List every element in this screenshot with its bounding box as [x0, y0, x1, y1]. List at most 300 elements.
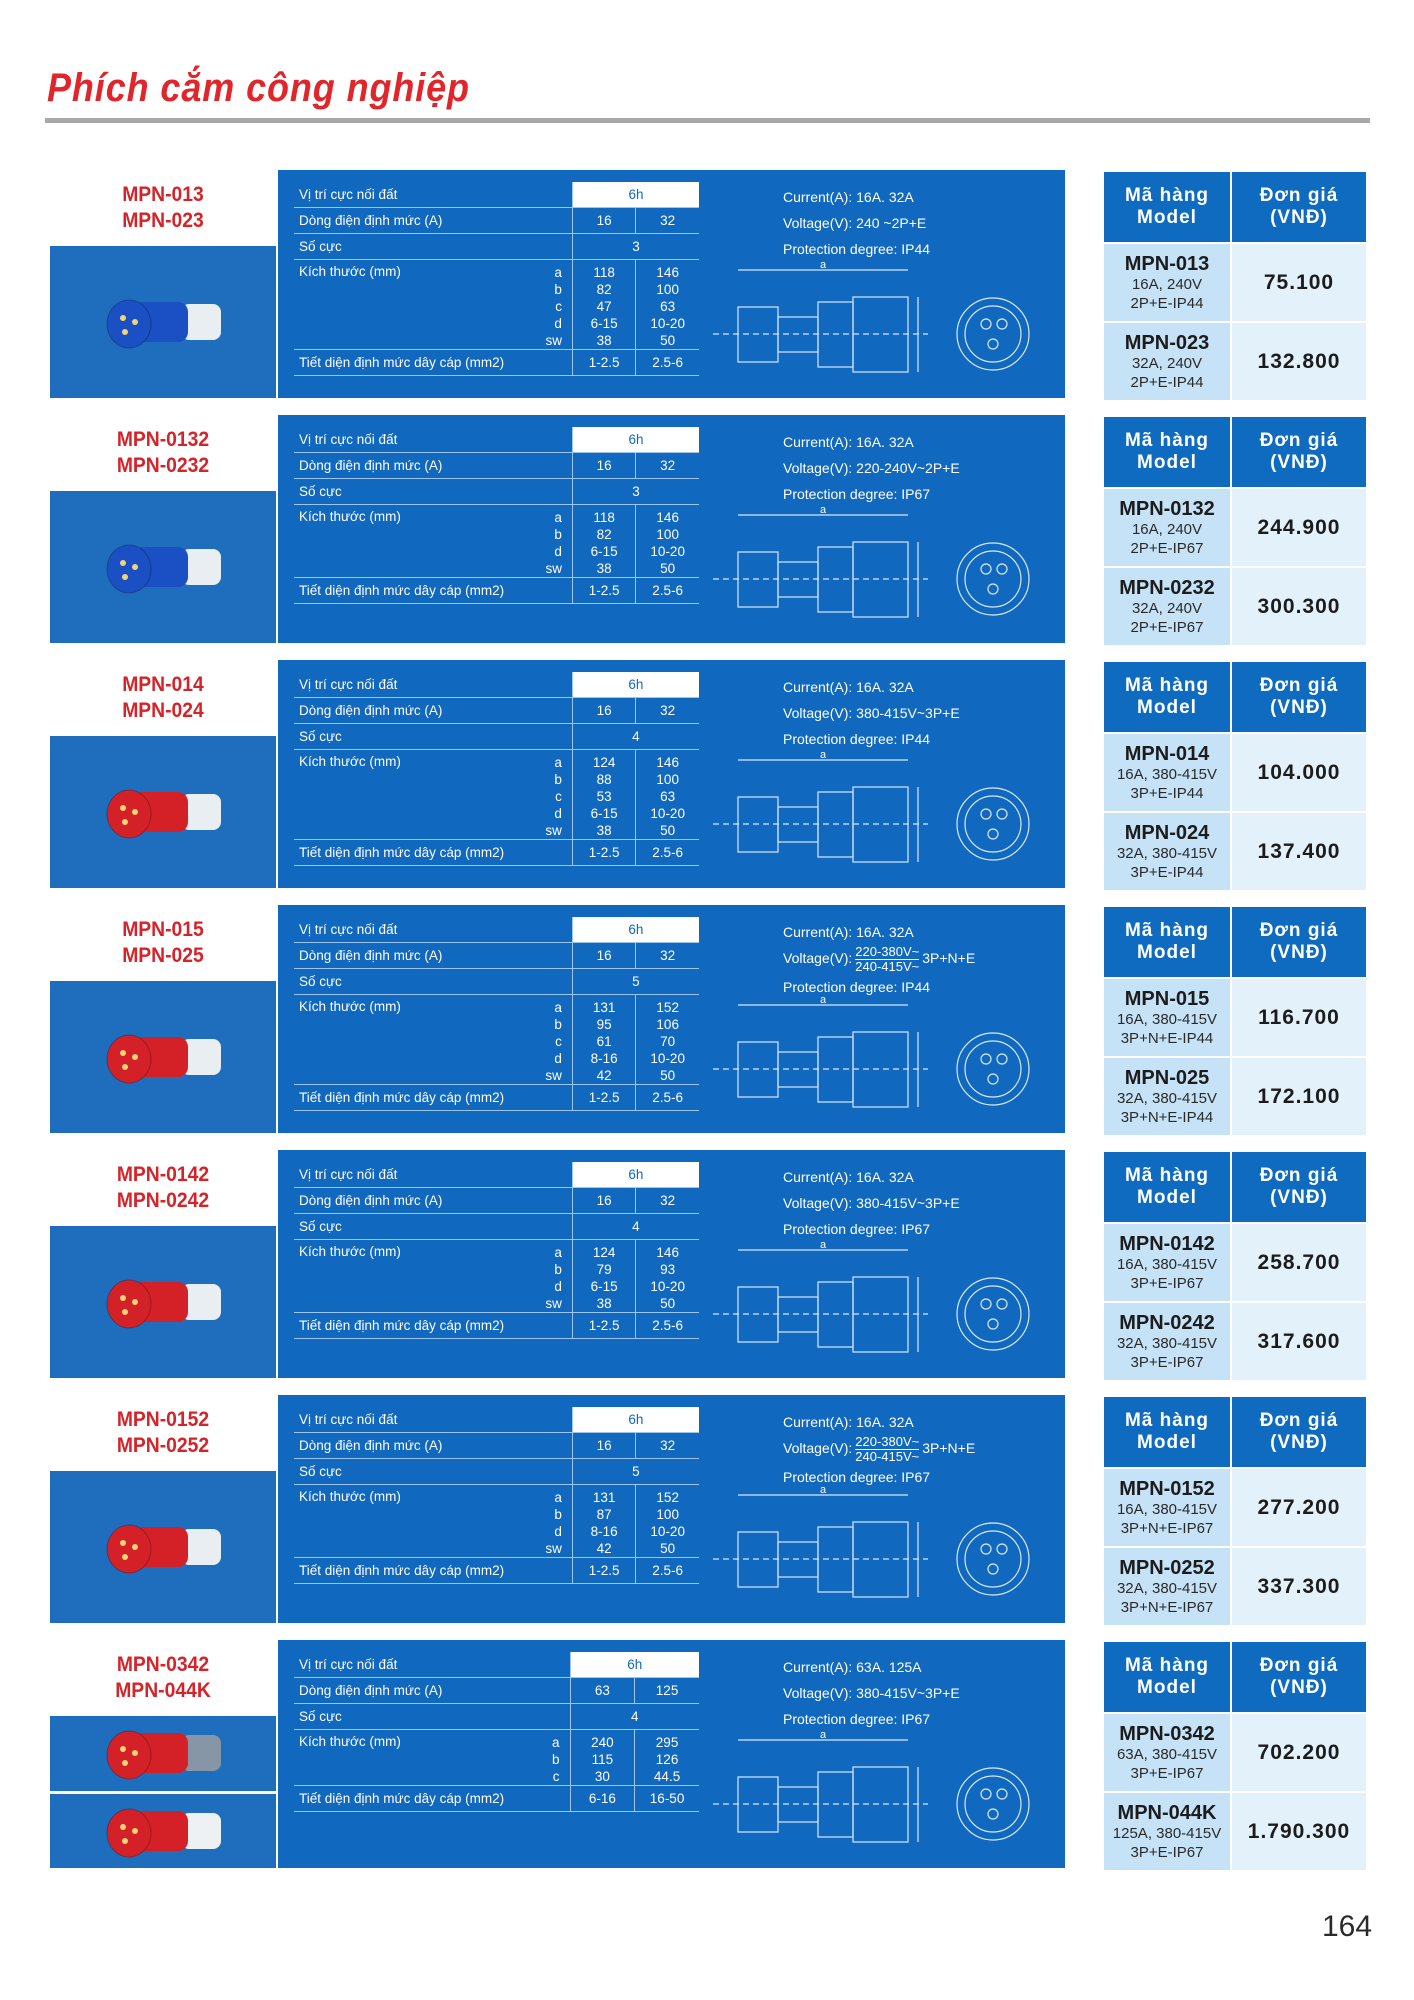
spec-row-ground: [294, 427, 699, 453]
voltage-fraction: $\frac{220-380V\sim}{240-415V\sim}$: [855, 1434, 920, 1464]
voltage-text: Voltage(V): 380-415V~3P+E: [783, 1195, 960, 1211]
plug-icon: [93, 1262, 233, 1342]
price-model-code: MPN-044K: [1117, 1801, 1217, 1824]
dimension-values-16a: 131 95 61 8-16 42: [572, 995, 636, 1085]
price-value: 75.100: [1232, 244, 1366, 321]
price-model-desc: 3P+N+E-IP44: [1120, 1029, 1214, 1047]
price-model-cell: [1104, 244, 1230, 321]
spec-label: Dòng điện định mức (A): [294, 698, 541, 724]
price-row: [1104, 813, 1366, 890]
model-code: MPN-014: [122, 673, 204, 696]
voltage-text: Voltage(V): $\frac{220-380V\sim}{240-415V\sim}$ 3P+N+E: [783, 944, 976, 974]
product-section: [50, 660, 1370, 888]
protection-text: Protection degree: IP44: [783, 731, 931, 747]
spec-label: Số cực: [294, 234, 541, 260]
price-value: 116.700: [1232, 979, 1366, 1056]
dimension-drawing-icon: [708, 997, 1048, 1117]
spec-row-cable: [294, 1313, 699, 1339]
price-model-code: MPN-015: [1124, 987, 1210, 1010]
price-model-code: MPN-0252: [1119, 1556, 1215, 1579]
dimension-letters: a b d sw: [541, 1485, 572, 1558]
price-header-model: Mã hàng Model: [1104, 1397, 1230, 1467]
price-model-desc: 32A, 380-415V: [1116, 1089, 1218, 1107]
price-model-code: MPN-0142: [1119, 1232, 1215, 1255]
current-text: Current(A): 16A. 32A: [783, 434, 914, 450]
price-value: 137.400: [1232, 813, 1366, 890]
spec-label: Tiết diện định mức dây cáp (mm2): [294, 840, 541, 866]
model-code: MPN-0152: [116, 1408, 210, 1431]
spec-table: [294, 1407, 699, 1584]
plug-icon: [93, 527, 233, 607]
spec-value: 4: [570, 1704, 699, 1730]
model-code: MPN-013: [122, 183, 204, 206]
price-row: [1104, 1469, 1366, 1546]
spec-table: [294, 427, 699, 604]
spec-label: Kích thước (mm): [294, 1240, 541, 1313]
spec-value: 32: [636, 208, 699, 234]
price-model-desc: 32A, 380-415V: [1116, 1579, 1218, 1597]
spec-label: Tiết diện định mức dây cáp (mm2): [294, 1786, 548, 1812]
spec-label: Kích thước (mm): [294, 1485, 541, 1558]
model-code: MPN-0242: [116, 1189, 210, 1212]
price-row: [1104, 734, 1366, 811]
product-section: [50, 170, 1370, 398]
price-header-model: Mã hàng Model: [1104, 1642, 1230, 1712]
price-model-cell: [1104, 979, 1230, 1056]
protection-text: Protection degree: IP44: [783, 979, 931, 995]
product-section: [50, 415, 1370, 643]
price-row: [1104, 244, 1366, 321]
spec-value: 1-2.5: [572, 350, 635, 376]
spec-row-current: [294, 1678, 699, 1704]
price-value: 1.790.300: [1232, 1793, 1366, 1870]
price-model-cell: [1104, 734, 1230, 811]
spec-row-dimensions: [294, 995, 699, 1085]
dimension-letters: a b c: [548, 1730, 570, 1786]
price-model-desc: 3P+E-IP67: [1130, 1764, 1204, 1782]
spec-value: 1-2.5: [572, 578, 635, 604]
price-model-desc: 2P+E-IP67: [1130, 618, 1204, 636]
spec-value: 63: [570, 1678, 635, 1704]
spec-label: Vị trí cực nối đất: [294, 182, 541, 208]
price-model-code: MPN-0132: [1119, 497, 1215, 520]
product-photo-bottom: [50, 1794, 276, 1869]
model-code: MPN-044K: [115, 1679, 211, 1702]
svg-text:a: a: [820, 997, 827, 1006]
spec-value: 6h: [572, 427, 699, 453]
price-model-desc: 32A, 240V: [1131, 599, 1203, 617]
price-row: [1104, 1793, 1366, 1870]
dimension-drawing-icon: [708, 1242, 1048, 1362]
price-model-cell: [1104, 489, 1230, 566]
price-table: [1102, 1640, 1368, 1872]
spec-value: 32: [636, 943, 699, 969]
price-row: [1104, 489, 1366, 566]
price-header-model: Mã hàng Model: [1104, 907, 1230, 977]
svg-text:a: a: [820, 752, 827, 761]
dimension-letters: a b d sw: [541, 1240, 572, 1313]
price-row: [1104, 1058, 1366, 1135]
price-row: [1104, 1303, 1366, 1380]
spec-label: Dòng điện định mức (A): [294, 1678, 548, 1704]
spec-label: Vị trí cực nối đất: [294, 1407, 541, 1433]
spec-label: Kích thước (mm): [294, 1730, 548, 1786]
spec-label: Tiết diện định mức dây cáp (mm2): [294, 1558, 541, 1584]
svg-text:a: a: [820, 1732, 827, 1741]
spec-row-poles: [294, 1214, 699, 1240]
model-codes: [50, 1150, 276, 1222]
page-number: 164: [1322, 1910, 1373, 1943]
price-model-code: MPN-014: [1124, 742, 1210, 765]
product-section: [50, 1395, 1370, 1623]
price-value: 277.200: [1232, 1469, 1366, 1546]
technical-drawing: [708, 262, 1048, 387]
dimension-values-16a: 124 88 53 6-15 38: [572, 750, 636, 840]
spec-panel: [278, 1395, 1065, 1623]
spec-label: Dòng điện định mức (A): [294, 943, 541, 969]
spec-label: Kích thước (mm): [294, 995, 541, 1085]
price-header-price: Đơn giá (VNĐ): [1232, 417, 1366, 487]
model-codes: [50, 170, 276, 242]
spec-panel: [278, 905, 1065, 1133]
spec-value: 6h: [572, 1407, 699, 1433]
price-header-price: Đơn giá (VNĐ): [1232, 1397, 1366, 1467]
model-code: MPN-023: [122, 209, 204, 232]
price-model-desc: 16A, 240V: [1131, 275, 1203, 293]
model-codes: [50, 415, 276, 487]
spec-label: Số cực: [294, 724, 541, 750]
product-photo: [50, 736, 276, 888]
spec-row-cable: [294, 1558, 699, 1584]
price-model-desc: 3P+E-IP67: [1130, 1843, 1204, 1861]
svg-text:a: a: [820, 507, 827, 516]
title-divider: [45, 118, 1370, 123]
price-model-desc: 32A, 240V: [1131, 354, 1203, 372]
spec-row-cable: [294, 350, 699, 376]
price-value: 258.700: [1232, 1224, 1366, 1301]
spec-label: Tiết diện định mức dây cáp (mm2): [294, 578, 541, 604]
spec-row-dimensions: [294, 1240, 699, 1313]
voltage-text: Voltage(V): 380-415V~3P+E: [783, 705, 960, 721]
current-text: Current(A): 16A. 32A: [783, 924, 914, 940]
spec-label: Vị trí cực nối đất: [294, 917, 541, 943]
rating-text: [783, 184, 930, 262]
spec-label: Số cực: [294, 479, 541, 505]
spec-row-poles: [294, 969, 699, 995]
price-model-desc: 16A, 240V: [1131, 520, 1203, 538]
spec-row-ground: [294, 917, 699, 943]
spec-row-cable: [294, 1786, 699, 1812]
price-model-desc: 3P+E-IP67: [1130, 1274, 1204, 1292]
current-text: Current(A): 16A. 32A: [783, 679, 914, 695]
model-code: MPN-015: [122, 918, 204, 941]
spec-label: Số cực: [294, 969, 541, 995]
spec-label: Kích thước (mm): [294, 260, 541, 350]
dimension-values-32a: 146 93 10-20 50: [636, 1240, 699, 1313]
spec-label: Kích thước (mm): [294, 505, 541, 578]
price-model-code: MPN-0342: [1119, 1722, 1215, 1745]
price-model-desc: 3P+E-IP44: [1130, 784, 1204, 802]
spec-value: 2.5-6: [636, 1558, 699, 1584]
protection-text: Protection degree: IP67: [783, 1711, 931, 1727]
spec-value: 2.5-6: [636, 578, 699, 604]
spec-value: 4: [572, 724, 699, 750]
price-model-cell: [1104, 1793, 1230, 1870]
spec-row-dimensions: [294, 750, 699, 840]
price-model-cell: [1104, 1548, 1230, 1625]
dimension-values-16a: 240 115 30: [570, 1730, 635, 1786]
model-codes: [50, 1395, 276, 1467]
spec-panel: [278, 660, 1065, 888]
spec-label: Số cực: [294, 1459, 541, 1485]
price-row: [1104, 323, 1366, 400]
spec-value: 6-16: [570, 1786, 635, 1812]
price-model-desc: 3P+E-IP44: [1130, 863, 1204, 881]
price-model-desc: 2P+E-IP44: [1130, 294, 1204, 312]
spec-label: Tiết diện định mức dây cáp (mm2): [294, 1085, 541, 1111]
plug-icon: [93, 772, 233, 852]
spec-label: Dòng điện định mức (A): [294, 1433, 541, 1459]
rating-text: [783, 919, 975, 1000]
spec-row-current: [294, 1433, 699, 1459]
price-header-price: Đơn giá (VNĐ): [1232, 662, 1366, 732]
price-value: 317.600: [1232, 1303, 1366, 1380]
price-value: 172.100: [1232, 1058, 1366, 1135]
price-value: 104.000: [1232, 734, 1366, 811]
spec-label: Số cực: [294, 1214, 541, 1240]
product-section: [50, 905, 1370, 1133]
spec-value: 6h: [572, 672, 699, 698]
product-photo-top: [50, 1716, 276, 1791]
price-row: [1104, 1548, 1366, 1625]
spec-row-poles: [294, 724, 699, 750]
plug-icon: [93, 282, 233, 362]
spec-value: 5: [572, 969, 699, 995]
price-row: [1104, 979, 1366, 1056]
current-text: Current(A): 63A. 125A: [783, 1659, 922, 1675]
spec-value: 32: [636, 1188, 699, 1214]
price-model-desc: 63A, 380-415V: [1116, 1745, 1218, 1763]
spec-row-ground: [294, 1162, 699, 1188]
protection-text: Protection degree: IP44: [783, 241, 931, 257]
price-model-desc: 125A, 380-415V: [1112, 1824, 1222, 1842]
spec-label: Số cực: [294, 1704, 548, 1730]
price-table: [1102, 905, 1368, 1137]
spec-row-poles: [294, 1459, 699, 1485]
spec-value: 125: [635, 1678, 699, 1704]
product-section: [50, 1640, 1370, 1868]
spec-row-cable: [294, 578, 699, 604]
spec-value: 16: [572, 453, 635, 479]
spec-row-poles: [294, 479, 699, 505]
svg-text:a: a: [820, 262, 827, 271]
svg-text:a: a: [820, 1242, 827, 1251]
product-section: [50, 1150, 1370, 1378]
spec-label: Vị trí cực nối đất: [294, 1652, 548, 1678]
rating-text: [783, 1409, 975, 1490]
spec-row-ground: [294, 1652, 699, 1678]
spec-value: 6h: [572, 182, 699, 208]
price-model-desc: 2P+E-IP44: [1130, 373, 1204, 391]
spec-value: 1-2.5: [572, 1313, 636, 1339]
model-codes: [50, 905, 276, 977]
model-code: MPN-0342: [116, 1653, 210, 1676]
current-text: Current(A): 16A. 32A: [783, 1414, 914, 1430]
spec-value: 1-2.5: [572, 1085, 636, 1111]
spec-value: 4: [572, 1214, 699, 1240]
price-model-code: MPN-013: [1124, 252, 1210, 275]
technical-drawing: [708, 507, 1048, 632]
price-model-desc: 16A, 380-415V: [1116, 765, 1218, 783]
price-value: 702.200: [1232, 1714, 1366, 1791]
price-model-desc: 32A, 380-415V: [1116, 844, 1218, 862]
product-photo: [50, 1471, 276, 1623]
price-table: [1102, 1150, 1368, 1382]
price-header-model: Mã hàng Model: [1104, 662, 1230, 732]
spec-label: Dòng điện định mức (A): [294, 208, 541, 234]
voltage-text: Voltage(V): 240 ~2P+E: [783, 215, 927, 231]
price-model-code: MPN-0242: [1119, 1311, 1215, 1334]
price-model-code: MPN-0232: [1119, 576, 1215, 599]
price-header-model: Mã hàng Model: [1104, 1152, 1230, 1222]
price-model-desc: 16A, 380-415V: [1116, 1500, 1218, 1518]
model-code: MPN-0252: [116, 1434, 210, 1457]
spec-row-ground: [294, 1407, 699, 1433]
rating-text: [783, 1654, 960, 1732]
spec-value: 32: [636, 453, 699, 479]
voltage-text: Voltage(V): 220-240V~2P+E: [783, 460, 960, 476]
price-value: 132.800: [1232, 323, 1366, 400]
price-value: 337.300: [1232, 1548, 1366, 1625]
dimension-values-32a: 146 100 10-20 50: [636, 505, 699, 578]
spec-value: 1-2.5: [572, 1558, 636, 1584]
price-model-desc: 3P+E-IP67: [1130, 1353, 1204, 1371]
price-model-desc: 3P+N+E-IP67: [1120, 1519, 1214, 1537]
price-model-desc: 3P+N+E-IP44: [1120, 1108, 1214, 1126]
plug-icon: [93, 1017, 233, 1097]
spec-value: 3: [572, 479, 699, 505]
spec-value: 2.5-6: [636, 1085, 699, 1111]
technical-drawing: [708, 752, 1048, 877]
price-model-desc: 16A, 380-415V: [1116, 1010, 1218, 1028]
price-model-cell: [1104, 813, 1230, 890]
spec-row-current: [294, 698, 699, 724]
spec-value: 16: [572, 698, 636, 724]
model-code: MPN-0232: [116, 454, 210, 477]
price-model-code: MPN-024: [1124, 821, 1210, 844]
svg-text:a: a: [820, 1487, 827, 1496]
spec-row-ground: [294, 672, 699, 698]
spec-row-current: [294, 943, 699, 969]
dimension-values-32a: 152 100 10-20 50: [636, 1485, 699, 1558]
price-model-cell: [1104, 323, 1230, 400]
spec-value: 1-2.5: [572, 840, 636, 866]
spec-row-ground: [294, 182, 699, 208]
protection-text: Protection degree: IP67: [783, 486, 931, 502]
dimension-drawing-icon: [708, 507, 1048, 627]
price-model-desc: 2P+E-IP67: [1130, 539, 1204, 557]
price-value: 300.300: [1232, 568, 1366, 645]
price-header-model: Mã hàng Model: [1104, 417, 1230, 487]
spec-panel: [278, 1150, 1065, 1378]
product-photo: [50, 491, 276, 643]
spec-label: Vị trí cực nối đất: [294, 672, 541, 698]
dimension-values-32a: 152 106 70 10-20 50: [636, 995, 699, 1085]
price-model-desc: 32A, 380-415V: [1116, 1334, 1218, 1352]
spec-panel: [278, 170, 1065, 398]
protection-text: Protection degree: IP67: [783, 1469, 931, 1485]
spec-value: 2.5-6: [636, 350, 699, 376]
spec-row-current: [294, 208, 699, 234]
dimension-values-16a: 124 79 6-15 38: [572, 1240, 636, 1313]
model-code: MPN-0142: [116, 1163, 210, 1186]
spec-label: Tiết diện định mức dây cáp (mm2): [294, 1313, 541, 1339]
dimension-letters: a b c d sw: [541, 260, 572, 350]
plug-icon: [93, 1507, 233, 1587]
spec-value: 16: [572, 943, 636, 969]
spec-value: 32: [636, 698, 699, 724]
spec-label: Kích thước (mm): [294, 750, 541, 840]
voltage-fraction: $\frac{220-380V\sim}{240-415V\sim}$: [855, 944, 920, 974]
plug-icon: [93, 1791, 233, 1868]
spec-table: [294, 182, 699, 376]
price-model-code: MPN-0152: [1119, 1477, 1215, 1500]
price-model-desc: 16A, 380-415V: [1116, 1255, 1218, 1273]
spec-table: [294, 917, 699, 1111]
price-model-cell: [1104, 1714, 1230, 1791]
price-header-price: Đơn giá (VNĐ): [1232, 1642, 1366, 1712]
dimension-drawing-icon: [708, 752, 1048, 872]
spec-value: 3: [572, 234, 699, 260]
model-codes: [50, 1640, 276, 1712]
spec-row-dimensions: [294, 505, 699, 578]
rating-text: [783, 429, 960, 507]
spec-value: 16-50: [635, 1786, 699, 1812]
price-model-desc: 3P+N+E-IP67: [1120, 1598, 1214, 1616]
voltage-text: Voltage(V): 380-415V~3P+E: [783, 1685, 960, 1701]
price-row: [1104, 1224, 1366, 1301]
dimension-drawing-icon: [708, 262, 1048, 382]
price-model-cell: [1104, 1058, 1230, 1135]
price-row: [1104, 1714, 1366, 1791]
spec-panel: [278, 415, 1065, 643]
product-photo: [50, 246, 276, 398]
price-table: [1102, 170, 1368, 402]
spec-value: 32: [636, 1433, 699, 1459]
spec-table: [294, 672, 699, 866]
spec-row-poles: [294, 234, 699, 260]
dimension-values-32a: 146 100 63 10-20 50: [636, 750, 699, 840]
spec-row-current: [294, 453, 699, 479]
voltage-text: Voltage(V): $\frac{220-380V\sim}{240-415V\sim}$ 3P+N+E: [783, 1434, 976, 1464]
spec-row-dimensions: [294, 260, 699, 350]
plug-icon: [93, 1716, 233, 1793]
page-title: Phích cắm công nghiệp: [47, 66, 470, 110]
price-table: [1102, 660, 1368, 892]
spec-value: 5: [572, 1459, 699, 1485]
dimension-values-16a: 118 82 6-15 38: [572, 505, 635, 578]
spec-panel: [278, 1640, 1065, 1868]
spec-row-dimensions: [294, 1485, 699, 1558]
price-model-cell: [1104, 568, 1230, 645]
technical-drawing: [708, 1732, 1048, 1857]
price-model-cell: [1104, 1224, 1230, 1301]
price-table: [1102, 415, 1368, 647]
price-header-price: Đơn giá (VNĐ): [1232, 907, 1366, 977]
dimension-values-32a: 146 100 63 10-20 50: [636, 260, 699, 350]
price-header-price: Đơn giá (VNĐ): [1232, 1152, 1366, 1222]
model-code: MPN-0132: [116, 428, 210, 451]
